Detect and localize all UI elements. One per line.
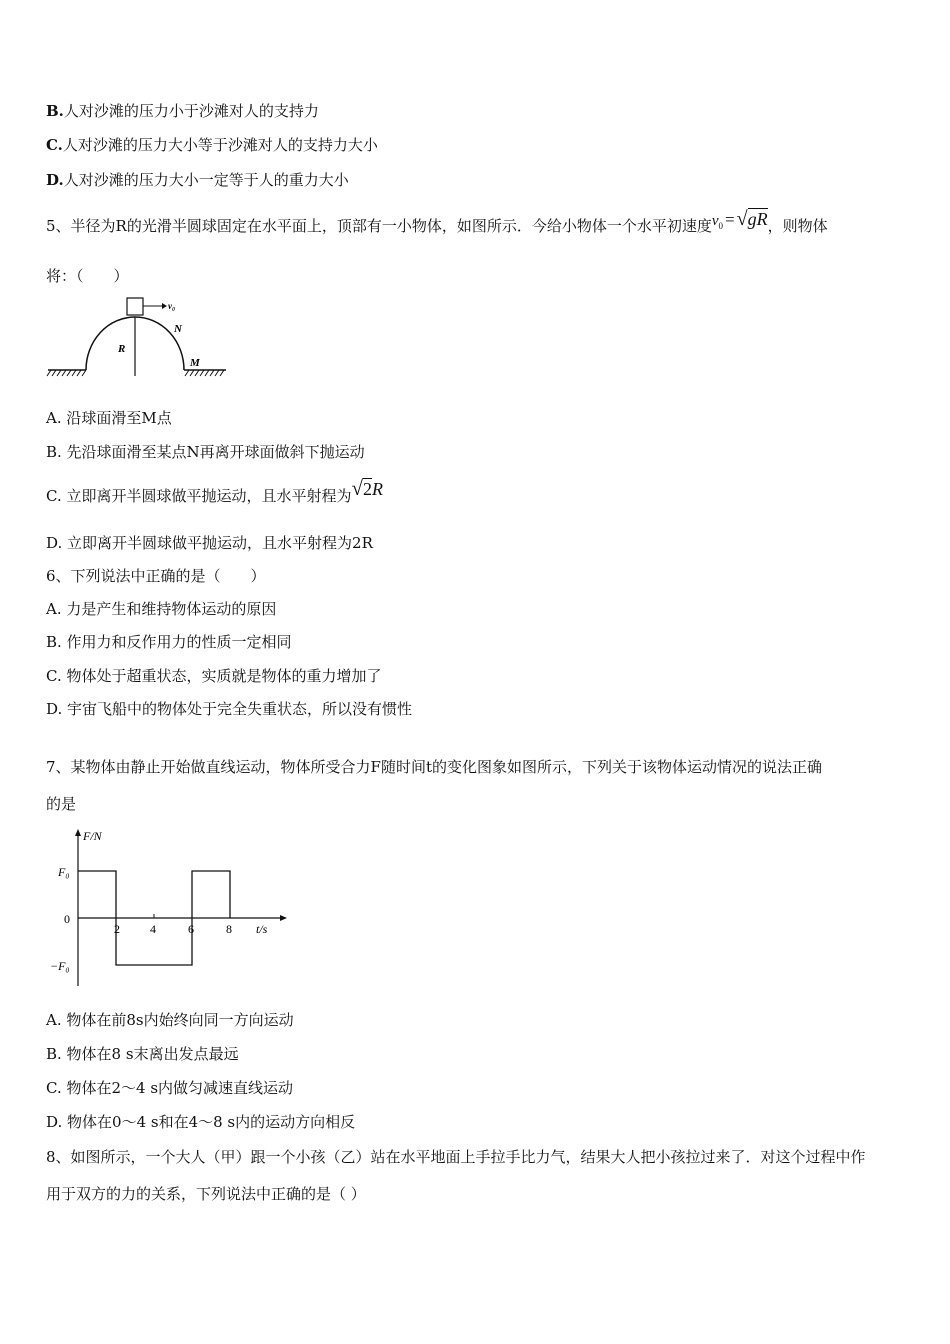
q6-option-c: C. 物体处于超重状态，实质就是物体的重力增加了 [46,667,382,685]
m-label: M [190,357,200,369]
q6-option-a: A. 力是产生和维持物体运动的原因 [46,600,277,618]
q8-stem-line1: 8、如图所示，一个大人（甲）跟一个小孩（乙）站在水平地面上手拉手比力气，结果大人把小孩拉过来了．对这个过程中作 [46,1148,866,1166]
q7-option-b: B. 物体在8 s末离出发点最远 [46,1045,239,1063]
q6-stem: 6、下列说法中正确的是（ ） [46,567,266,585]
q7-stem-line1: 7、某物体由静止开始做直线运动，物体所受合力F随时间t的变化图象如图所示，下列关于该物体运动情况的说法正确 [46,758,822,776]
x-axis-arrow [280,915,287,921]
q8-stem-line2: 用于双方的力的关系，下列说法中正确的是（ ） [46,1185,366,1203]
q6-option-b: B. 作用力和反作用力的性质一定相同 [46,633,292,651]
y-tick-label: 0 [64,912,70,926]
q6-option-d: D. 宇宙飞船中的物体处于完全失重状态，所以没有惯性 [46,700,413,718]
q4-option-c: C.人对沙滩的压力大小等于沙滩对人的支持力大小 [46,136,378,154]
x-tick-label: 2 [114,922,120,936]
x-tick-label: 8 [226,922,232,936]
y-axis-label: F/N [83,829,102,843]
x-tick-label: 6 [188,922,194,936]
q5-option-b: B. 先沿球面滑至某点N再离开球面做斜下抛运动 [46,443,365,461]
q4-option-b: B.人对沙滩的压力小于沙滩对人的支持力 [46,102,319,120]
y-tick-label: −F₀ [50,959,70,973]
q7-stem-line2: 的是 [46,795,77,813]
y-tick-label: F₀ [58,865,70,879]
q5-sqrt-gr: gR [747,209,768,229]
q5-stem-line2: 将：（ ） [46,267,129,285]
r-label: R [118,343,126,355]
q4-option-d: D.人对沙滩的压力大小一定等于人的重力大小 [46,171,349,189]
q5-hemisphere-figure [46,292,236,382]
q5-v0-formula: $v_0$ [711,213,724,231]
q7-option-c: C. 物体在2～4 s内做匀减速直线运动 [46,1079,294,1097]
x-axis-label: t/s [256,922,268,936]
y-axis-arrow [75,829,81,836]
n-label: N [174,323,182,335]
x-tick-label: 4 [150,922,156,936]
q5-sqrt-2: 2 [363,479,373,499]
v0-label: v₀ [168,301,176,311]
q5-option-a: A. 沿球面滑至M点 [46,409,172,427]
q5-stem: 5、半径为R的光滑半圆球固定在水平面上，顶部有一小物体，如图所示．今给小物体一个水平初速度$v_0 = √gR$，则物体 [46,208,828,235]
q7-option-a: A. 物体在前8s内始终向同一方向运动 [46,1011,294,1029]
q7-option-d: D. 物体在0～4 s和在4～8 s内的运动方向相反 [46,1113,356,1131]
q5-option-d: D. 立即离开半圆球做平抛运动，且水平射程为2R [46,534,373,552]
q5-option-c: C. 立即离开半圆球做平抛运动，且水平射程为√2R [46,476,384,505]
force-time-chart [46,826,296,996]
